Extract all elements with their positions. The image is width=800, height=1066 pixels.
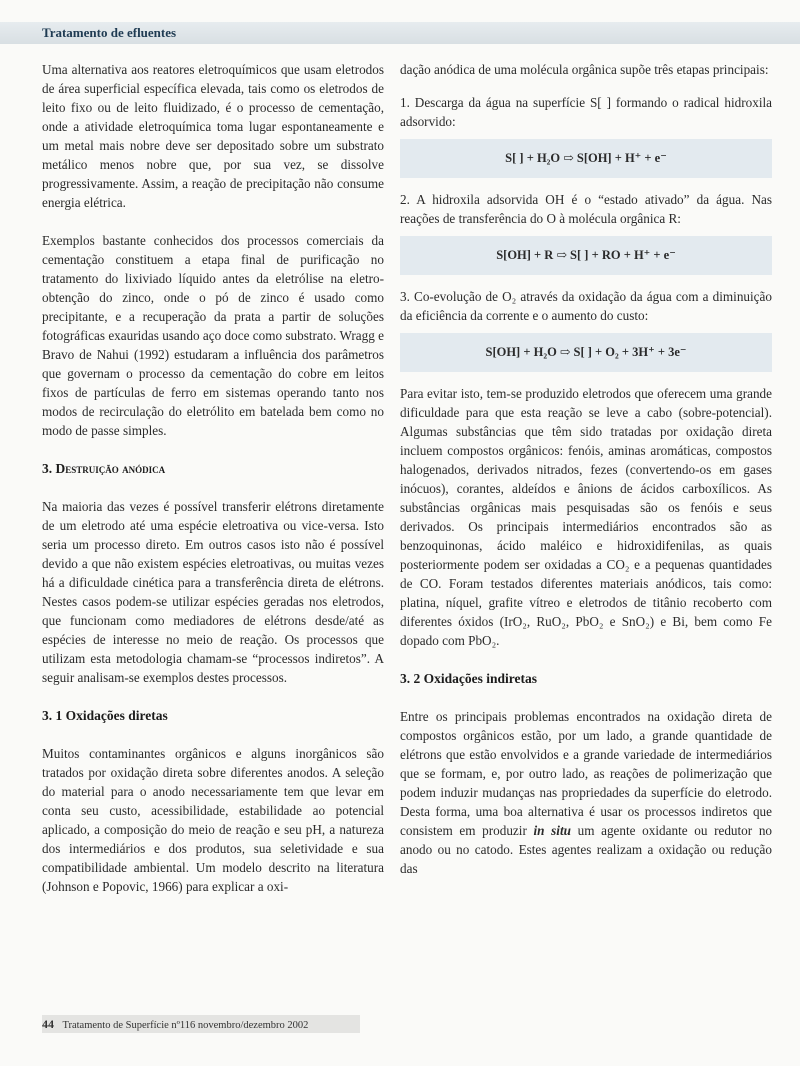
left-column bbox=[42, 60, 384, 915]
steps-list bbox=[400, 93, 772, 131]
equation-box: S[OH] + H₂O ⇨ S[ ] + O₂ + 3H⁺ + 3e⁻ bbox=[400, 333, 772, 372]
section-title: Tratamento de efluentes bbox=[42, 25, 177, 40]
paragraph: Para evitar isto, tem-se produzido eletrodos que oferecem uma grande dificuldade para que esta reação se leve a cabo (sobre-potencial). Algumas substâncias que têm sido tratadas por oxidação direta incluem compostos orgânicos: fenóis, aminas aromáticas, compostos halogenados, derivados nitrados, fezes (convertendo-os em gases inócuos), corantes, aldeídos e ânions de ácidos carboxílicos. As substâncias orgânicas mais pesquisadas são os fenóis e seus derivados. Os principais intermediários encontrados são as benzoquinonas, ácido maléico e hidroxidifenilas, as quais posteriormente podem ser oxidadas a CO₂ e a pequenas quantidades de CO. Foram testados diferentes materiais anódicos, tais como: platina, níquel, grafite vítreo e eletrodos de titânio recoberto com diferentes óxidos (IrO₂, RuO₂, PbO₂ e SnO₂) e Bi, bem como Fe dopado com PbO₂. bbox=[400, 386, 772, 648]
steps-list bbox=[400, 190, 772, 228]
paragraph: Entre os principais problemas encontrados na oxidação direta de compostos orgânicos estão, por um lado, a grande quantidade de elétrons que estão envolvidos e a grande variedade de intermediários que se formam, e, por outro lado, as reações de polimerização que podem induzir mudanças nas propriedades da superfície do eletrodo. Desta forma, uma boa alternativa é usar os processos indiretos que consistem em produzir in situ um agente oxidante ou redutor no anodo ou no catodo. Estes agentes realizam a oxidação ou redução das bbox=[400, 709, 773, 876]
paragraph: dação anódica de uma molécula orgânica supõe três etapas principais: bbox=[400, 62, 769, 77]
footer-text: Tratamento de Superfície nº116 novembro/dezembro 2002 bbox=[62, 1020, 309, 1031]
paragraph: Uma alternativa aos reatores eletroquímicos que usam eletrodos de área superficial específica elevada, tais como os eletrodos de leito fixo ou de leito fluidizado, é o processo de cementação, onde a atividade eletroquímica toma lugar espontaneamente e um metal mais nobre deve ser depositado sobre um substrato metálico menos nobre que, por sua vez, se dissolve progressivamente. Assim, a reação de precipitação não consume energia elétrica. bbox=[42, 62, 384, 210]
section-heading: 3. Destruição anódica bbox=[42, 461, 166, 476]
page-number: 44 bbox=[42, 1017, 54, 1031]
equation-box: S[OH] + R ⇨ S[ ] + RO + H⁺ + e⁻ bbox=[400, 236, 772, 275]
list-item: 1. Descarga da água na superfície S[ ] formando o radical hidroxila adsorvido: bbox=[400, 95, 772, 129]
page-footer bbox=[42, 1015, 360, 1033]
steps-list bbox=[400, 287, 772, 325]
list-item: 2. A hidroxila adsorvida OH é o “estado ativado” da água. Nas reações de transferência do O à molécula orgânica R: bbox=[400, 192, 772, 226]
right-column bbox=[400, 60, 772, 897]
subsection-heading: 3. 2 Oxidações indiretas bbox=[400, 671, 538, 686]
paragraph: Na maioria das vezes é possível transferir elétrons diretamente de um eletrodo até uma espécie eletroativa ou vice-versa. Isto seria um processo direto. Em outros casos isto não é possível devido a que não existem espécies eletroativas, ou muitas vezes há a dificuldade cinética para a transferência direta de elétrons. Nestes casos podem-se utilizar espécies geradas nos eletrodos, que funcionam como mediadores de elétrons desde/até as espécies de interesse no meio de reação. Os processos que utilizam esta metodologia chamam-se “processos indiretos”. A seguir analisam-se exemplos destes processos. bbox=[42, 499, 384, 685]
running-head bbox=[0, 22, 800, 44]
subsection-heading: 3. 1 Oxidações diretas bbox=[42, 708, 168, 723]
list-item: 3. Co-evolução de O₂ através da oxidação da água com a diminuição da eficiência da corrente e o aumento do custo: bbox=[400, 289, 772, 323]
paragraph: Muitos contaminantes orgânicos e alguns inorgânicos são tratados por oxidação direta sobre diferentes anodos. A seleção do material para o anodo necessariamente tem que levar em conta seu custo, acessibilidade, estabilidade ao potencial aplicado, a composição do meio de reação e seu pH, a natureza dos intermediários e dos produtos, sua seletividade e sua compatibilidade ambiental. Um modelo descrito na literatura (Johnson e Popovic, 1966) para explicar a oxi- bbox=[42, 746, 384, 894]
paragraph: Exemplos bastante conhecidos dos processos comerciais da cementação constituem a etapa final de purificação no tratamento do lixiviado líquido antes da eletrólise na eletro-obtenção do zinco, onde o pó de zinco é usado como precipitante, e a recuperação da prata a partir de soluções fotográficas exauridas usando aço doce como substrato. Wragg e Bravo de Nahui (1992) estudaram a influência dos parâmetros que governam o processo da cementação do cobre em leitos fixos de partículas de ferro em sistemas operando tanto nos modos de recirculação do eletrólito em batelada bem como no modo de passe simples. bbox=[42, 233, 384, 438]
equation-box: S[ ] + H₂O ⇨ S[OH] + H⁺ + e⁻ bbox=[400, 139, 772, 178]
emphasis: in situ bbox=[533, 823, 571, 838]
